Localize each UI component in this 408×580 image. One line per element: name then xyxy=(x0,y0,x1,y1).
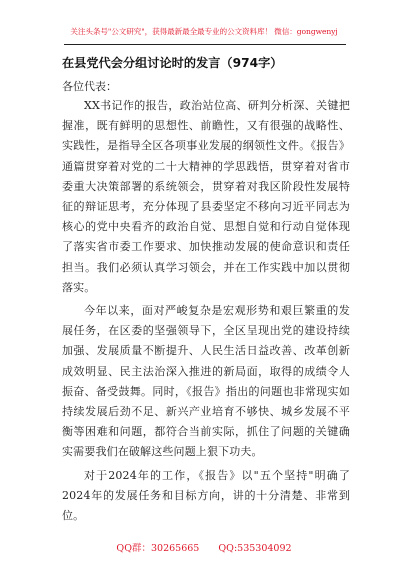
footer-contact xyxy=(0,540,408,554)
document-body xyxy=(62,96,350,529)
header-banner: 关注头条号"公文研究"，获得最新最全最专业的公文资料库！ 微信：gongwenyj xyxy=(70,27,338,36)
paragraph: 对于2024年的工作，《报告》以"五个坚持"明确了2024年的发展任务和目标方向，讲的十分清楚、非常到位。 xyxy=(62,468,350,523)
document-title: 在县党代会分组讨论时的发言（974字） xyxy=(62,56,283,70)
footer-qq: QQ:535304092 xyxy=(218,543,292,554)
footer-qq-group: QQ群：30265665 xyxy=(116,543,200,554)
paragraph: 今年以来，面对严峻复杂是宏观形势和艰巨繁重的发展任务，在区委的坚强领导下，全区呈现出党的建设持续加强、发展质量不断提升、人民生活日益改善、改革创新成效明显、民主法治深入推进的新局面，取得的成绩令人振奋、备受鼓舞。同时，《报告》指出的问题也非常现实如持续发展后劲不足、新兴产业培育不够快、城乡发展不平衡等困难和问题，都符合当前实际，抓住了问题的关键确实需要我们在破解这些问题上狠下功夫。 xyxy=(62,304,350,459)
salutation: 各位代表： xyxy=(62,80,117,93)
header-divider xyxy=(64,44,346,45)
paragraph: XX书记作的报告，政治站位高、研判分析深、关键把握准，既有鲜明的思想性、前瞻性，又有很强的战略性、实践性，是指导全区各项事业发展的纲领性文件。《报告》通篇贯穿着对党的二十大精神的学思践悟，贯穿着对省市委重大决策部署的系统领会，贯穿着对我区阶段性发展特征的辩证思考，充分体现了县委坚定不移向习近平同志为核心的党中央看齐的政治自觉、思想自觉和行动自觉体现了落实省市委工作要求、加快推动发展的使命意识和责任担当。我们必须认真学习领会，并在工作实践中加以贯彻落实。 xyxy=(62,99,350,294)
